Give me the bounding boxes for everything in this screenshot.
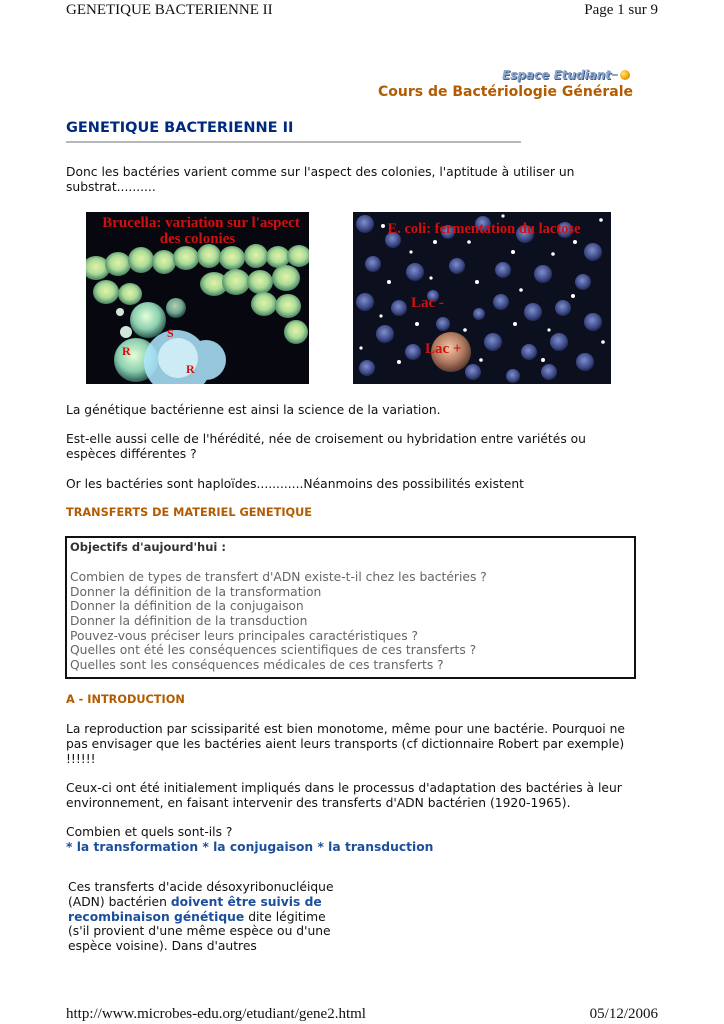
print-header-page: Page 1 sur 9 — [584, 2, 658, 18]
paragraph-recombinaison — [68, 880, 340, 954]
paragraph-variation: La génétique bactérienne est ainsi la science de la variation. — [66, 403, 441, 417]
brucella-caption-line1: Brucella: variation sur l'aspect — [102, 215, 300, 231]
text-after: dite légitime (s'il provient d'une même espèce ou d'une espèce voisine). Dans d'autres — [68, 909, 331, 954]
label-r-left: R — [122, 344, 131, 358]
objectives-heading: Objectifs d'aujourd'hui : — [70, 540, 226, 554]
ecoli-lactose-image — [353, 212, 611, 384]
objective-item: Quelles ont été les conséquences scientifiques de ces transferts ? — [70, 643, 477, 657]
emphasis-recombinaison: doivent être suivis de recombinaison génétique — [68, 894, 322, 924]
course-title: Cours de Bactériologie Générale — [378, 84, 633, 100]
logo-dash — [612, 74, 618, 76]
label-r-right: R — [186, 362, 195, 376]
ecoli-colonies-illustration — [353, 212, 611, 384]
paragraph-reproduction: La reproduction par scissiparité est bien monotome, même pour une bactérie. Pourquoi ne pas envisager que les bactéries aient leurs transports (cf dictionnaire Robert par exemple) !!!!!! — [66, 722, 625, 766]
paragraph-heredite: Est-elle aussi celle de l'hérédité, née de croisement ou hybridation entre variétés ou espèces différentes ? — [66, 432, 586, 461]
logo-text: Espace Etudiant — [501, 68, 611, 82]
objective-item: Quelles sont les conséquences médicales de ces transferts ? — [70, 658, 444, 672]
label-s: S — [167, 326, 174, 340]
paragraph-adaptation: Ceux-ci ont été initialement impliqués dans le processus d'adaptation des bactéries à leur environnement, en faisant intervenir des transferts d'ADN bactérien (1920-1965). — [66, 781, 622, 810]
intro-paragraph: Donc les bactéries varient comme sur l'aspect des colonies, l'aptitude à utiliser un substrat.......... — [66, 165, 575, 194]
page-title: GENETIQUE BACTERIENNE II — [66, 120, 294, 136]
print-header-title: GENETIQUE BACTERIENNE II — [66, 2, 273, 18]
objective-item: Donner la définition de la transformation — [70, 585, 322, 599]
brucella-colonies-image — [86, 212, 309, 384]
label-lac-minus: Lac - — [411, 295, 444, 311]
section-heading-introduction: A - INTRODUCTION — [66, 693, 185, 706]
ecoli-caption: E. coli: fermentation du lactose — [387, 221, 581, 237]
objective-item: Donner la définition de la transduction — [70, 614, 308, 628]
section-heading-transferts: TRANSFERTS DE MATERIEL GENETIQUE — [66, 506, 313, 519]
paragraph-haploides: Or les bactéries sont haploïdes............Néanmoins des possibilités existent — [66, 477, 524, 491]
transfer-types-list: * la transformation * la conjugaison * la transduction — [66, 840, 434, 854]
orb-icon — [620, 70, 630, 80]
objective-item: Donner la définition de la conjugaison — [70, 599, 304, 613]
question-combien: Combien et quels sont-ils ? — [66, 825, 233, 839]
footer-date: 05/12/2006 — [589, 1006, 658, 1022]
footer-url[interactable]: http://www.microbes-edu.org/etudiant/gene2.html — [66, 1006, 366, 1022]
espace-etudiant-logo[interactable] — [500, 64, 630, 84]
title-divider — [66, 141, 521, 143]
label-lac-plus: Lac + — [425, 341, 462, 357]
objective-item: Pouvez-vous préciser leurs principales caractéristiques ? — [70, 629, 419, 643]
brucella-caption-line2: des colonies — [159, 231, 236, 247]
objective-item: Combien de types de transfert d'ADN existe-t-il chez les bactéries ? — [70, 570, 487, 584]
text-before: Ces transferts d'acide désoxyribonucléique (ADN) bactérien — [68, 880, 334, 909]
